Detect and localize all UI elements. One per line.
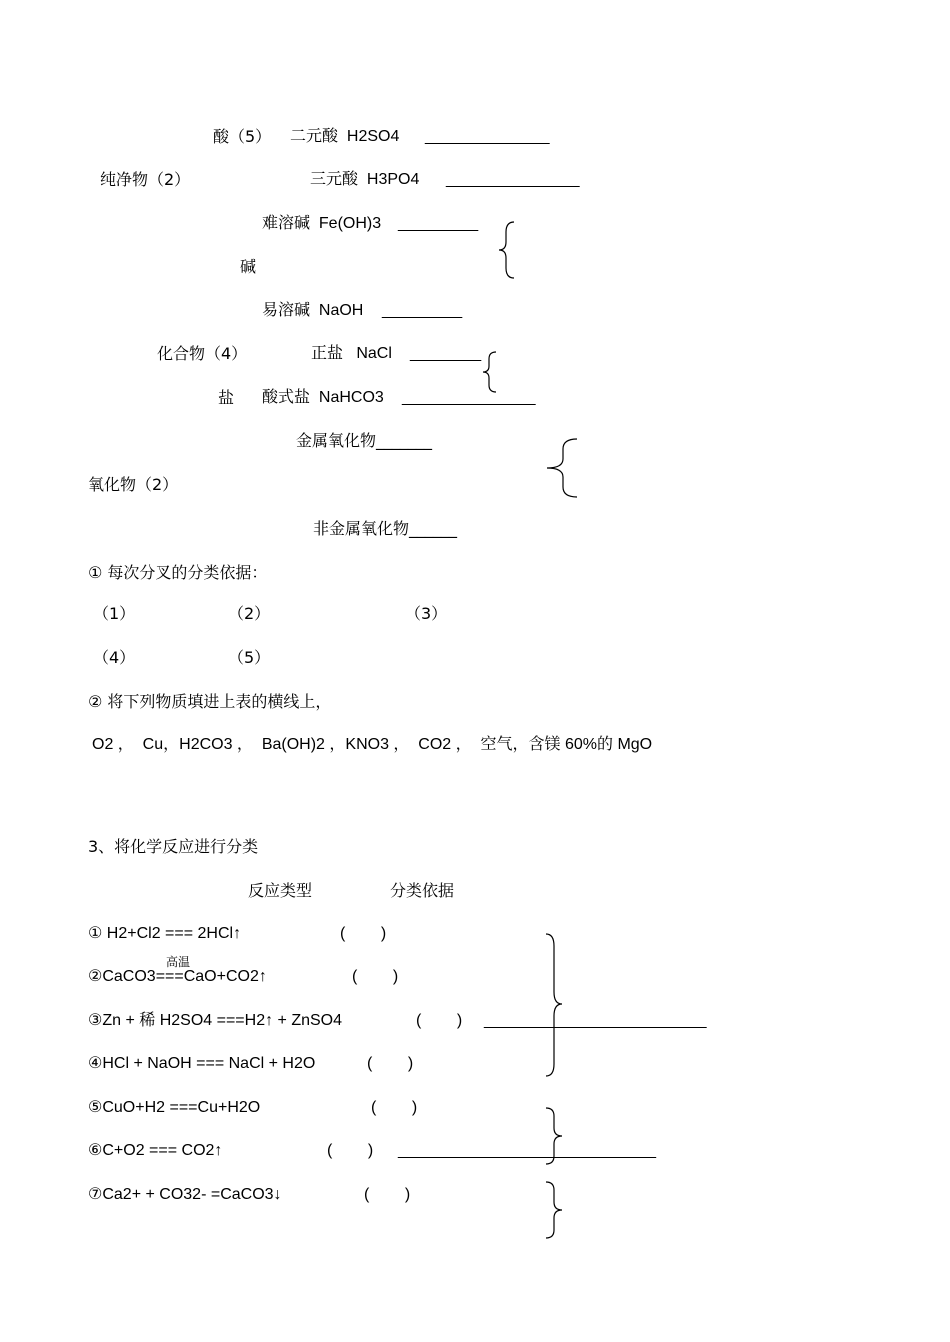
- compound-label: 化合物（4）: [157, 344, 248, 363]
- basis-item-5: （5）: [228, 648, 271, 667]
- reaction-5-answer[interactable]: ( ): [371, 1099, 418, 1116]
- base-label: 碱: [240, 257, 257, 276]
- salt-label: 盐: [218, 388, 235, 407]
- reaction-2: ②CaCO3===CaO+CO2↑: [88, 968, 267, 985]
- basis-item-4: （4）: [93, 648, 136, 667]
- answer-blank-acid-salt[interactable]: _______________: [402, 389, 536, 406]
- triprotic-acid-label: 三元酸 H3PO4: [310, 171, 420, 188]
- question-1-title: ① 每次分叉的分类依据：: [88, 563, 268, 582]
- metal-oxide-label: 金属氧化物_______: [296, 431, 433, 450]
- substance-list: O2 ， Cu，H2CO3 ， Ba(OH)2 ，KNO3 ， CO2 ， 空气，含镁 60%的 MgO: [92, 736, 653, 753]
- reaction-2-answer[interactable]: ( ): [352, 968, 399, 985]
- reaction-1: ① H2+Cl2 === 2HCl↑: [88, 925, 242, 942]
- brace-icon: [545, 437, 581, 499]
- answer-blank-group-a[interactable]: _________________________: [484, 1012, 707, 1029]
- insoluble-base-label: 难溶碱 Fe(OH)3: [262, 215, 382, 232]
- column-reaction-type: 反应类型: [248, 881, 313, 900]
- acid-salt-label: 酸式盐 NaHCO3: [262, 389, 384, 406]
- answer-blank-group-b[interactable]: _____________________________: [398, 1142, 657, 1159]
- column-basis: 分类依据: [390, 881, 455, 900]
- reaction-7-answer[interactable]: ( ): [364, 1186, 411, 1203]
- reaction-4: ④HCl + NaOH === NaCl + H2O: [88, 1055, 316, 1072]
- pure-substance-label: 纯净物（2）: [100, 170, 191, 189]
- reaction-1-answer[interactable]: ( ): [340, 925, 387, 942]
- answer-blank-triprotic[interactable]: _______________: [446, 171, 580, 188]
- soluble-base-label: 易溶碱 NaOH: [262, 302, 364, 319]
- brace-icon: [498, 220, 520, 280]
- reaction-3: ③Zn + 稀 H2SO4 ===H2↑ + ZnSO4: [88, 1012, 343, 1029]
- answer-blank-soluble-base[interactable]: _________: [382, 302, 463, 319]
- condition-high-temp: 高温: [166, 955, 191, 969]
- brace-icon: [544, 932, 566, 1078]
- oxide-label: 氧化物（2）: [88, 475, 179, 494]
- question-2-title: ② 将下列物质填进上表的横线上，: [88, 692, 332, 711]
- answer-blank-diprotic[interactable]: ______________: [425, 128, 550, 145]
- basis-item-1: （1）: [93, 604, 136, 623]
- normal-salt-label: 正盐 NaCl: [311, 345, 392, 362]
- answer-blank-normal-salt[interactable]: ________: [410, 345, 482, 362]
- reaction-5: ⑤CuO+H2 ===Cu+H2O: [88, 1099, 261, 1116]
- acid-label: 酸（5）: [213, 127, 272, 146]
- brace-icon: [544, 1180, 566, 1240]
- section-3-title: 3、将化学反应进行分类: [88, 837, 259, 856]
- reaction-3-answer[interactable]: ( ): [416, 1012, 463, 1029]
- nonmetal-oxide-label: 非金属氧化物______: [313, 519, 458, 538]
- basis-item-3: （3）: [405, 604, 448, 623]
- reaction-7: ⑦Ca2+ + CO32- =CaCO3↓: [88, 1186, 282, 1203]
- brace-icon: [544, 1106, 566, 1166]
- reaction-4-answer[interactable]: ( ): [367, 1055, 414, 1072]
- reaction-6-answer[interactable]: ( ): [327, 1142, 374, 1159]
- basis-item-2: （2）: [228, 604, 271, 623]
- answer-blank-insoluble-base[interactable]: _________: [398, 215, 479, 232]
- diprotic-acid-label: 二元酸 H2SO4: [290, 128, 400, 145]
- reaction-6: ⑥C+O2 === CO2↑: [88, 1142, 223, 1159]
